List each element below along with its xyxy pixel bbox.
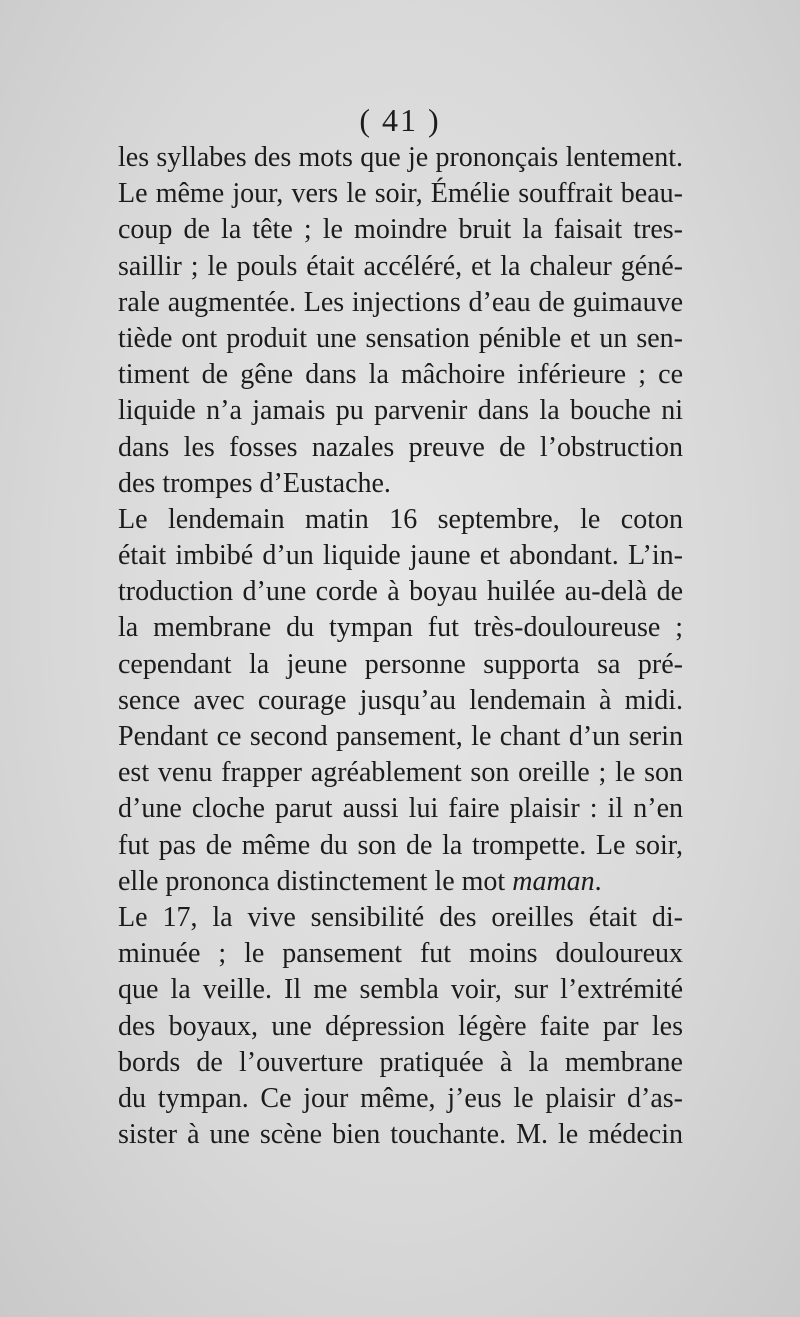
text-line: cependant la jeune personne supporta sa pré- [118, 648, 683, 680]
text-line: coup de la tête ; le moindre bruit la faisait tres- [118, 214, 683, 246]
text-line: Le même jour, vers le soir, Émélie souffrait beau- [118, 178, 683, 210]
text-line: timent de gêne dans la mâchoire inférieure ; ce [118, 359, 683, 391]
text-line: troduction d’une corde à boyau huilée au-delà de [118, 576, 683, 608]
text-line: tiède ont produit une sensation pénible et un sen- [118, 322, 683, 354]
text-line: Le 17, la vive sensibilité des oreilles était di- [118, 901, 683, 933]
text-line: bords de l’ouverture pratiquée à la membrane [118, 1046, 683, 1078]
body-text [118, 140, 683, 1153]
text-line [118, 864, 683, 900]
text-line: fut pas de même du son de la trompette. Le soir, [118, 829, 683, 861]
text-line: sister à une scène bien touchante. M. le médecin [118, 1119, 683, 1151]
text-line: les syllabes des mots que je prononçais lentement. [118, 142, 683, 173]
text-line: est venu frapper agréablement son oreille ; le son [118, 757, 683, 789]
page-number: ( 41 ) [359, 102, 441, 138]
text-line: était imbibé d’un liquide jaune et abondant. L’in- [118, 540, 683, 572]
text-line: liquide n’a jamais pu parvenir dans la bouche ni [118, 395, 683, 427]
text-line [118, 502, 683, 538]
line-punctuation: . [594, 865, 602, 897]
text-line: dans les fosses nazales preuve de l’obstruction [118, 431, 683, 463]
paragraph-start: Le lendemain matin 16 septembre, le coton [118, 503, 683, 535]
text-line: Pendant ce second pansement, le chant d’un serin [118, 721, 683, 752]
italic-word: maman [512, 865, 595, 897]
text-line: la membrane du tympan fut très-douloureuse ; [118, 612, 683, 644]
text-line: minuée ; le pansement fut moins douloureux [118, 938, 683, 970]
text-line: d’une cloche parut aussi lui faire plaisir : il n’en [118, 793, 683, 825]
line-text: elle prononca distinctement le mot [118, 865, 506, 897]
text-line: des boyaux, une dépression légère faite par les [118, 1010, 683, 1042]
text-line: saillir ; le pouls était accéléré, et la chaleur géné- [118, 250, 683, 282]
text-line: que la veille. Il me sembla voir, sur l’extrémité [118, 974, 683, 1006]
text-line: du tympan. Ce jour même, j’eus le plaisir d’as- [118, 1082, 683, 1114]
text-line: sence avec courage jusqu’au lendemain à midi. [118, 684, 683, 716]
text-line: des trompes d’Eustache. [118, 467, 391, 499]
text-line: rale augmentée. Les injections d’eau de guimauve [118, 286, 683, 318]
